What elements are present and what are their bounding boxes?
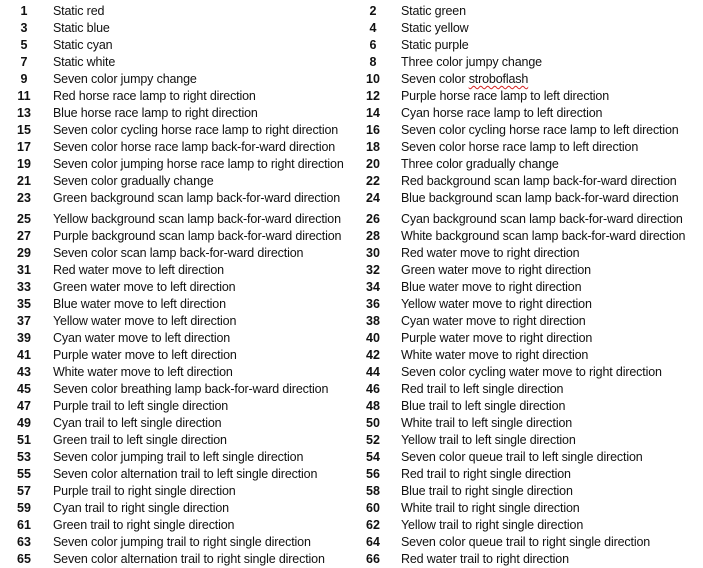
mode-description: Blue trail to right single direction <box>401 484 573 498</box>
mode-number: 39 <box>17 331 31 345</box>
mode-description: Static green <box>401 4 466 18</box>
mode-number: 64 <box>366 535 380 549</box>
mode-number: 63 <box>17 535 31 549</box>
mode-number: 41 <box>17 348 31 362</box>
mode-number: 25 <box>17 212 31 226</box>
mode-description: Green background scan lamp back-for-ward direction <box>53 191 341 205</box>
mode-row <box>0 330 703 347</box>
mode-number: 46 <box>366 382 380 396</box>
mode-description: Seven color queue trail to left single direction <box>401 450 643 464</box>
mode-description: Seven color scan lamp back-for-ward direction <box>53 246 304 260</box>
mode-description: Blue background scan lamp back-for-ward direction <box>401 191 679 205</box>
mode-number: 9 <box>20 72 28 86</box>
mode-row <box>0 364 703 381</box>
mode-description: Red water move to right direction <box>401 246 580 260</box>
mode-description: Cyan trail to right single direction <box>53 501 229 515</box>
mode-description: Three color gradually change <box>401 157 559 171</box>
mode-number: 51 <box>17 433 31 447</box>
mode-number: 22 <box>366 174 380 188</box>
mode-description: Purple water move to right direction <box>401 331 593 345</box>
mode-number: 4 <box>369 21 377 35</box>
mode-description: Green trail to left single direction <box>53 433 227 447</box>
mode-description: Blue horse race lamp to right direction <box>53 106 258 120</box>
mode-description: Seven color jumping trail to left single direction <box>53 450 304 464</box>
mode-description: Blue trail to left single direction <box>401 399 566 413</box>
mode-number: 20 <box>366 157 380 171</box>
mode-row <box>0 517 703 534</box>
mode-number: 40 <box>366 331 380 345</box>
mode-number: 8 <box>369 55 377 69</box>
mode-number: 32 <box>366 263 380 277</box>
mode-description: Yellow water move to left direction <box>53 314 237 328</box>
mode-row <box>0 347 703 364</box>
mode-number: 36 <box>366 297 380 311</box>
mode-number: 28 <box>366 229 380 243</box>
mode-number: 10 <box>366 72 380 86</box>
mode-description: Seven color cycling water move to right direction <box>401 365 662 379</box>
mode-row <box>0 262 703 279</box>
mode-row <box>0 296 703 313</box>
mode-description: Yellow trail to right single direction <box>401 518 584 532</box>
mode-number: 29 <box>17 246 31 260</box>
mode-row <box>0 534 703 551</box>
spellcheck-flagged-word: stroboflash <box>468 72 529 86</box>
mode-number: 57 <box>17 484 31 498</box>
mode-description: Yellow water move to right direction <box>401 297 592 311</box>
mode-description: Cyan background scan lamp back-for-ward direction <box>401 212 683 226</box>
mode-description: Seven color alternation trail to left single direction <box>53 467 318 481</box>
mode-row <box>0 54 703 71</box>
mode-row <box>0 122 703 139</box>
mode-description: Seven color jumpy change <box>53 72 197 86</box>
mode-number: 12 <box>366 89 380 103</box>
mode-number: 65 <box>17 552 31 566</box>
mode-number: 59 <box>17 501 31 515</box>
mode-description: Red horse race lamp to right direction <box>53 89 256 103</box>
mode-row <box>0 190 703 207</box>
mode-number: 34 <box>366 280 380 294</box>
mode-row <box>0 139 703 156</box>
mode-description: Purple water move to left direction <box>53 348 237 362</box>
mode-number: 21 <box>17 174 31 188</box>
mode-description: Static white <box>53 55 116 69</box>
mode-number: 45 <box>17 382 31 396</box>
mode-description: Seven color breathing lamp back-for-ward direction <box>53 382 329 396</box>
mode-number: 62 <box>366 518 380 532</box>
mode-number: 11 <box>17 89 31 103</box>
mode-description: Seven color alternation trail to right single direction <box>53 552 325 566</box>
mode-row <box>0 228 703 245</box>
mode-description: Green water move to left direction <box>53 280 236 294</box>
mode-row <box>0 381 703 398</box>
mode-description: Purple background scan lamp back-for-ward direction <box>53 229 342 243</box>
mode-number: 31 <box>17 263 31 277</box>
mode-description: Seven color jumping horse race lamp to right direction <box>53 157 344 171</box>
mode-row <box>0 313 703 330</box>
mode-description: Cyan horse race lamp to left direction <box>401 106 603 120</box>
mode-number: 58 <box>366 484 380 498</box>
mode-description: White trail to left single direction <box>401 416 573 430</box>
mode-number: 16 <box>366 123 380 137</box>
mode-description: Yellow background scan lamp back-for-ward direction <box>53 212 341 226</box>
mode-description: Seven color cycling horse race lamp to left direction <box>401 123 679 137</box>
mode-description: Red trail to left single direction <box>401 382 564 396</box>
mode-description: Seven color gradually change <box>53 174 214 188</box>
mode-number: 66 <box>366 552 380 566</box>
mode-number: 55 <box>17 467 31 481</box>
mode-number: 52 <box>366 433 380 447</box>
mode-number: 24 <box>366 191 380 205</box>
mode-number: 14 <box>366 106 380 120</box>
mode-number: 48 <box>366 399 380 413</box>
mode-number: 15 <box>17 123 31 137</box>
mode-description: Cyan water move to left direction <box>53 331 231 345</box>
mode-number: 19 <box>17 157 31 171</box>
mode-number: 49 <box>17 416 31 430</box>
mode-row <box>0 449 703 466</box>
mode-description: Purple trail to left single direction <box>53 399 229 413</box>
mode-number: 61 <box>17 518 31 532</box>
mode-row <box>0 432 703 449</box>
mode-row <box>0 88 703 105</box>
mode-description: Yellow trail to left single direction <box>401 433 576 447</box>
mode-description: Blue water move to left direction <box>53 297 226 311</box>
mode-row <box>0 3 703 20</box>
mode-row <box>0 466 703 483</box>
mode-number: 26 <box>366 212 380 226</box>
mode-number: 27 <box>17 229 31 243</box>
mode-number: 43 <box>17 365 31 379</box>
mode-description: Blue water move to right direction <box>401 280 582 294</box>
mode-description: Green trail to right single direction <box>53 518 235 532</box>
mode-row <box>0 37 703 54</box>
mode-description: Red water move to left direction <box>53 263 224 277</box>
mode-description: Static yellow <box>401 21 469 35</box>
mode-number: 54 <box>366 450 380 464</box>
mode-description: Red trail to right single direction <box>401 467 571 481</box>
mode-list-table <box>0 3 703 568</box>
mode-row <box>0 105 703 122</box>
mode-number: 56 <box>366 467 380 481</box>
mode-row <box>0 173 703 190</box>
mode-number: 3 <box>20 21 28 35</box>
mode-description: Seven color cycling horse race lamp to right direction <box>53 123 339 137</box>
mode-row <box>0 551 703 568</box>
mode-row <box>0 211 703 228</box>
mode-number: 35 <box>17 297 31 311</box>
mode-description: Static blue <box>53 21 110 35</box>
mode-description: Static cyan <box>53 38 113 52</box>
mode-row <box>0 483 703 500</box>
mode-row <box>0 245 703 262</box>
mode-row <box>0 500 703 517</box>
mode-number: 5 <box>20 38 28 52</box>
mode-description: Static red <box>53 4 105 18</box>
mode-number: 1 <box>20 4 28 18</box>
mode-number: 7 <box>20 55 28 69</box>
mode-description: Purple trail to right single direction <box>53 484 236 498</box>
mode-description: Cyan trail to left single direction <box>53 416 222 430</box>
mode-description: Purple horse race lamp to left direction <box>401 89 609 103</box>
mode-number: 17 <box>17 140 31 154</box>
mode-number: 18 <box>366 140 380 154</box>
mode-number: 6 <box>369 38 377 52</box>
mode-description: Seven color horse race lamp to left direction <box>401 140 639 154</box>
mode-number: 23 <box>17 191 31 205</box>
mode-description: Seven color queue trail to right single direction <box>401 535 651 549</box>
mode-number: 2 <box>369 4 377 18</box>
mode-number: 42 <box>366 348 380 362</box>
mode-row <box>0 156 703 173</box>
mode-description: White trail to right single direction <box>401 501 580 515</box>
mode-row <box>0 398 703 415</box>
mode-description: Red water trail to right direction <box>401 552 569 566</box>
mode-number: 13 <box>17 106 31 120</box>
mode-number: 60 <box>366 501 380 515</box>
mode-description: Seven color stroboflash <box>401 72 529 86</box>
mode-description: Green water move to right direction <box>401 263 591 277</box>
mode-description: Seven color horse race lamp back-for-ward direction <box>53 140 336 154</box>
mode-description: Three color jumpy change <box>401 55 542 69</box>
mode-row <box>0 415 703 432</box>
mode-number: 30 <box>366 246 380 260</box>
mode-number: 53 <box>17 450 31 464</box>
mode-description: Seven color jumping trail to right single direction <box>53 535 311 549</box>
mode-row <box>0 20 703 37</box>
mode-description: Red background scan lamp back-for-ward direction <box>401 174 677 188</box>
mode-description: White water move to right direction <box>401 348 589 362</box>
mode-number: 44 <box>366 365 380 379</box>
mode-description: White water move to left direction <box>53 365 233 379</box>
mode-number: 38 <box>366 314 380 328</box>
mode-row <box>0 279 703 296</box>
mode-description: Cyan water move to right direction <box>401 314 586 328</box>
mode-row <box>0 71 703 88</box>
mode-description: White background scan lamp back-for-ward direction <box>401 229 686 243</box>
mode-number: 50 <box>366 416 380 430</box>
mode-description: Static purple <box>401 38 469 52</box>
mode-number: 33 <box>17 280 31 294</box>
mode-number: 47 <box>17 399 31 413</box>
mode-number: 37 <box>17 314 31 328</box>
